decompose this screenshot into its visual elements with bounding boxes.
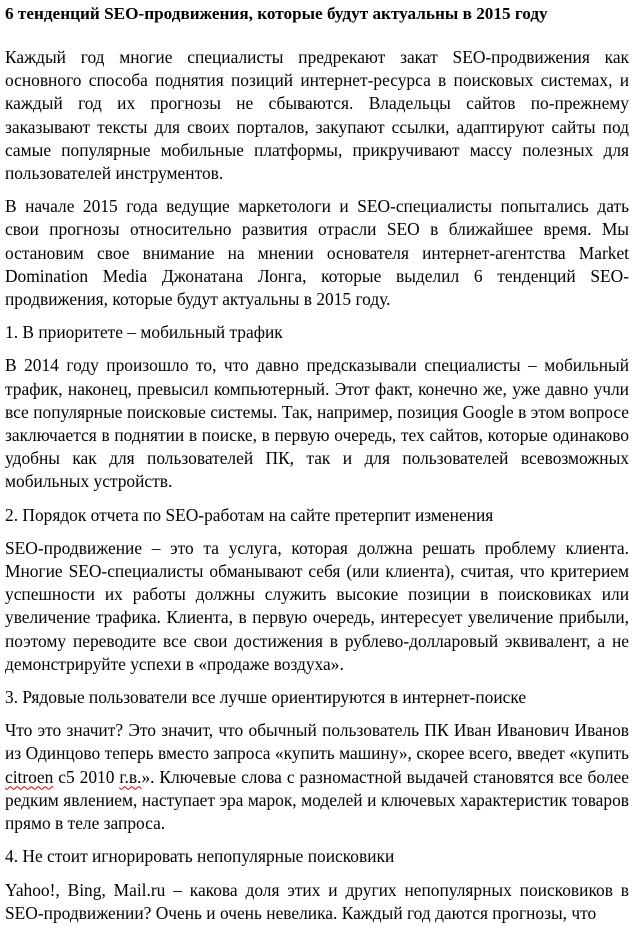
section-4-text: Yahoo!, Bing, Mail.ru – какова доля этих и других непопулярных поисковиков в SEO-продвижении? Очень и очень невелика. Каждый год даются прогнозы, что [5, 879, 629, 923]
section-4-heading: 4. Не стоит игнорировать непопулярные поисковики [5, 846, 395, 867]
section-2-heading: 2. Порядок отчета по SEO-работам на сайте претерпит изменения [5, 504, 494, 525]
section-3-text-after: ». Ключевые слова с разномастной выдачей становятся все более редким явлением, наступает эра марок, моделей и ключевых характеристик товаров прямо в теле запроса. [5, 766, 629, 834]
section-3-text [5, 719, 629, 835]
section-1-heading: 1. В приоритете – мобильный трафик [5, 322, 283, 343]
section-3-heading: 3. Рядовые пользователи все лучше ориентируются в интернет-поиске [5, 687, 527, 708]
document-title: 6 тенденций SEO-продвижения, которые будут актуальны в 2015 году [5, 4, 548, 23]
section-1-text: В 2014 году произошло то, что давно предсказывали специалисты – мобильный трафик, наконец, превысил компьютерный. Этот факт, конечно же, уже давно учли все популярные поисковые системы. Так, например, позиция Google в этом вопросе заключается в поднятии в поиске, в первую очередь, тех сайтов, которые одинаково удобны как для пользователей ПК, так и для пользователей всевозможных мобильных устройств. [5, 355, 629, 492]
spellcheck-word-gv[interactable]: г.в. [119, 766, 142, 787]
document-page [5, 0, 629, 935]
section-3-text-middle: c5 2010 [53, 766, 120, 787]
intro-paragraph-1: Каждый год многие специалисты предрекают закат SEO-продвижения как основного способа поднятия позиций интернет-ресурса в поисковых системах, и каждый год их прогнозы не сбываются. Владельцы сайтов по-прежнему заказывают тексты для своих порталов, закупают ссылки, адаптируют сайты под самые популярные мобильные платформы, прикручивают массу полезных для пользователей инструментов. [5, 47, 629, 184]
intro-paragraph-2: В начале 2015 года ведущие маркетологи и SEO-специалисты попытались дать свои прогнозы относительно развития отрасли SEO в ближайшее время. Мы остановим свое внимание на мнении основателя интернет-агентства Market Domination Media Джонатана Лонга, которые выделил 6 тенденций SEO-продвижения, которые будут актуальны в 2015 году. [5, 196, 629, 310]
section-3-text-before: Что это значит? Это значит, что обычный пользователь ПК Иван Иванович Иванов из Одинцово теперь вместо запроса «купить машину», скорее всего, введет «купить [5, 720, 629, 764]
section-2-text: SEO-продвижение – это та услуга, которая должна решать проблему клиента. Многие SEO-специалисты обманывают себя (или клиента), считая, что критерием успешности их работы должны служить высокие позиции в поисковиках или увеличение трафика. Клиента, в первую очередь, интересует увеличение прибыли, поэтому переводите все свои достижения в рублево-долларовый эквивалент, а не демонстрируйте успехи в «продаже воздуха». [5, 537, 629, 674]
spellcheck-word-citroen[interactable]: citroen [5, 766, 54, 787]
